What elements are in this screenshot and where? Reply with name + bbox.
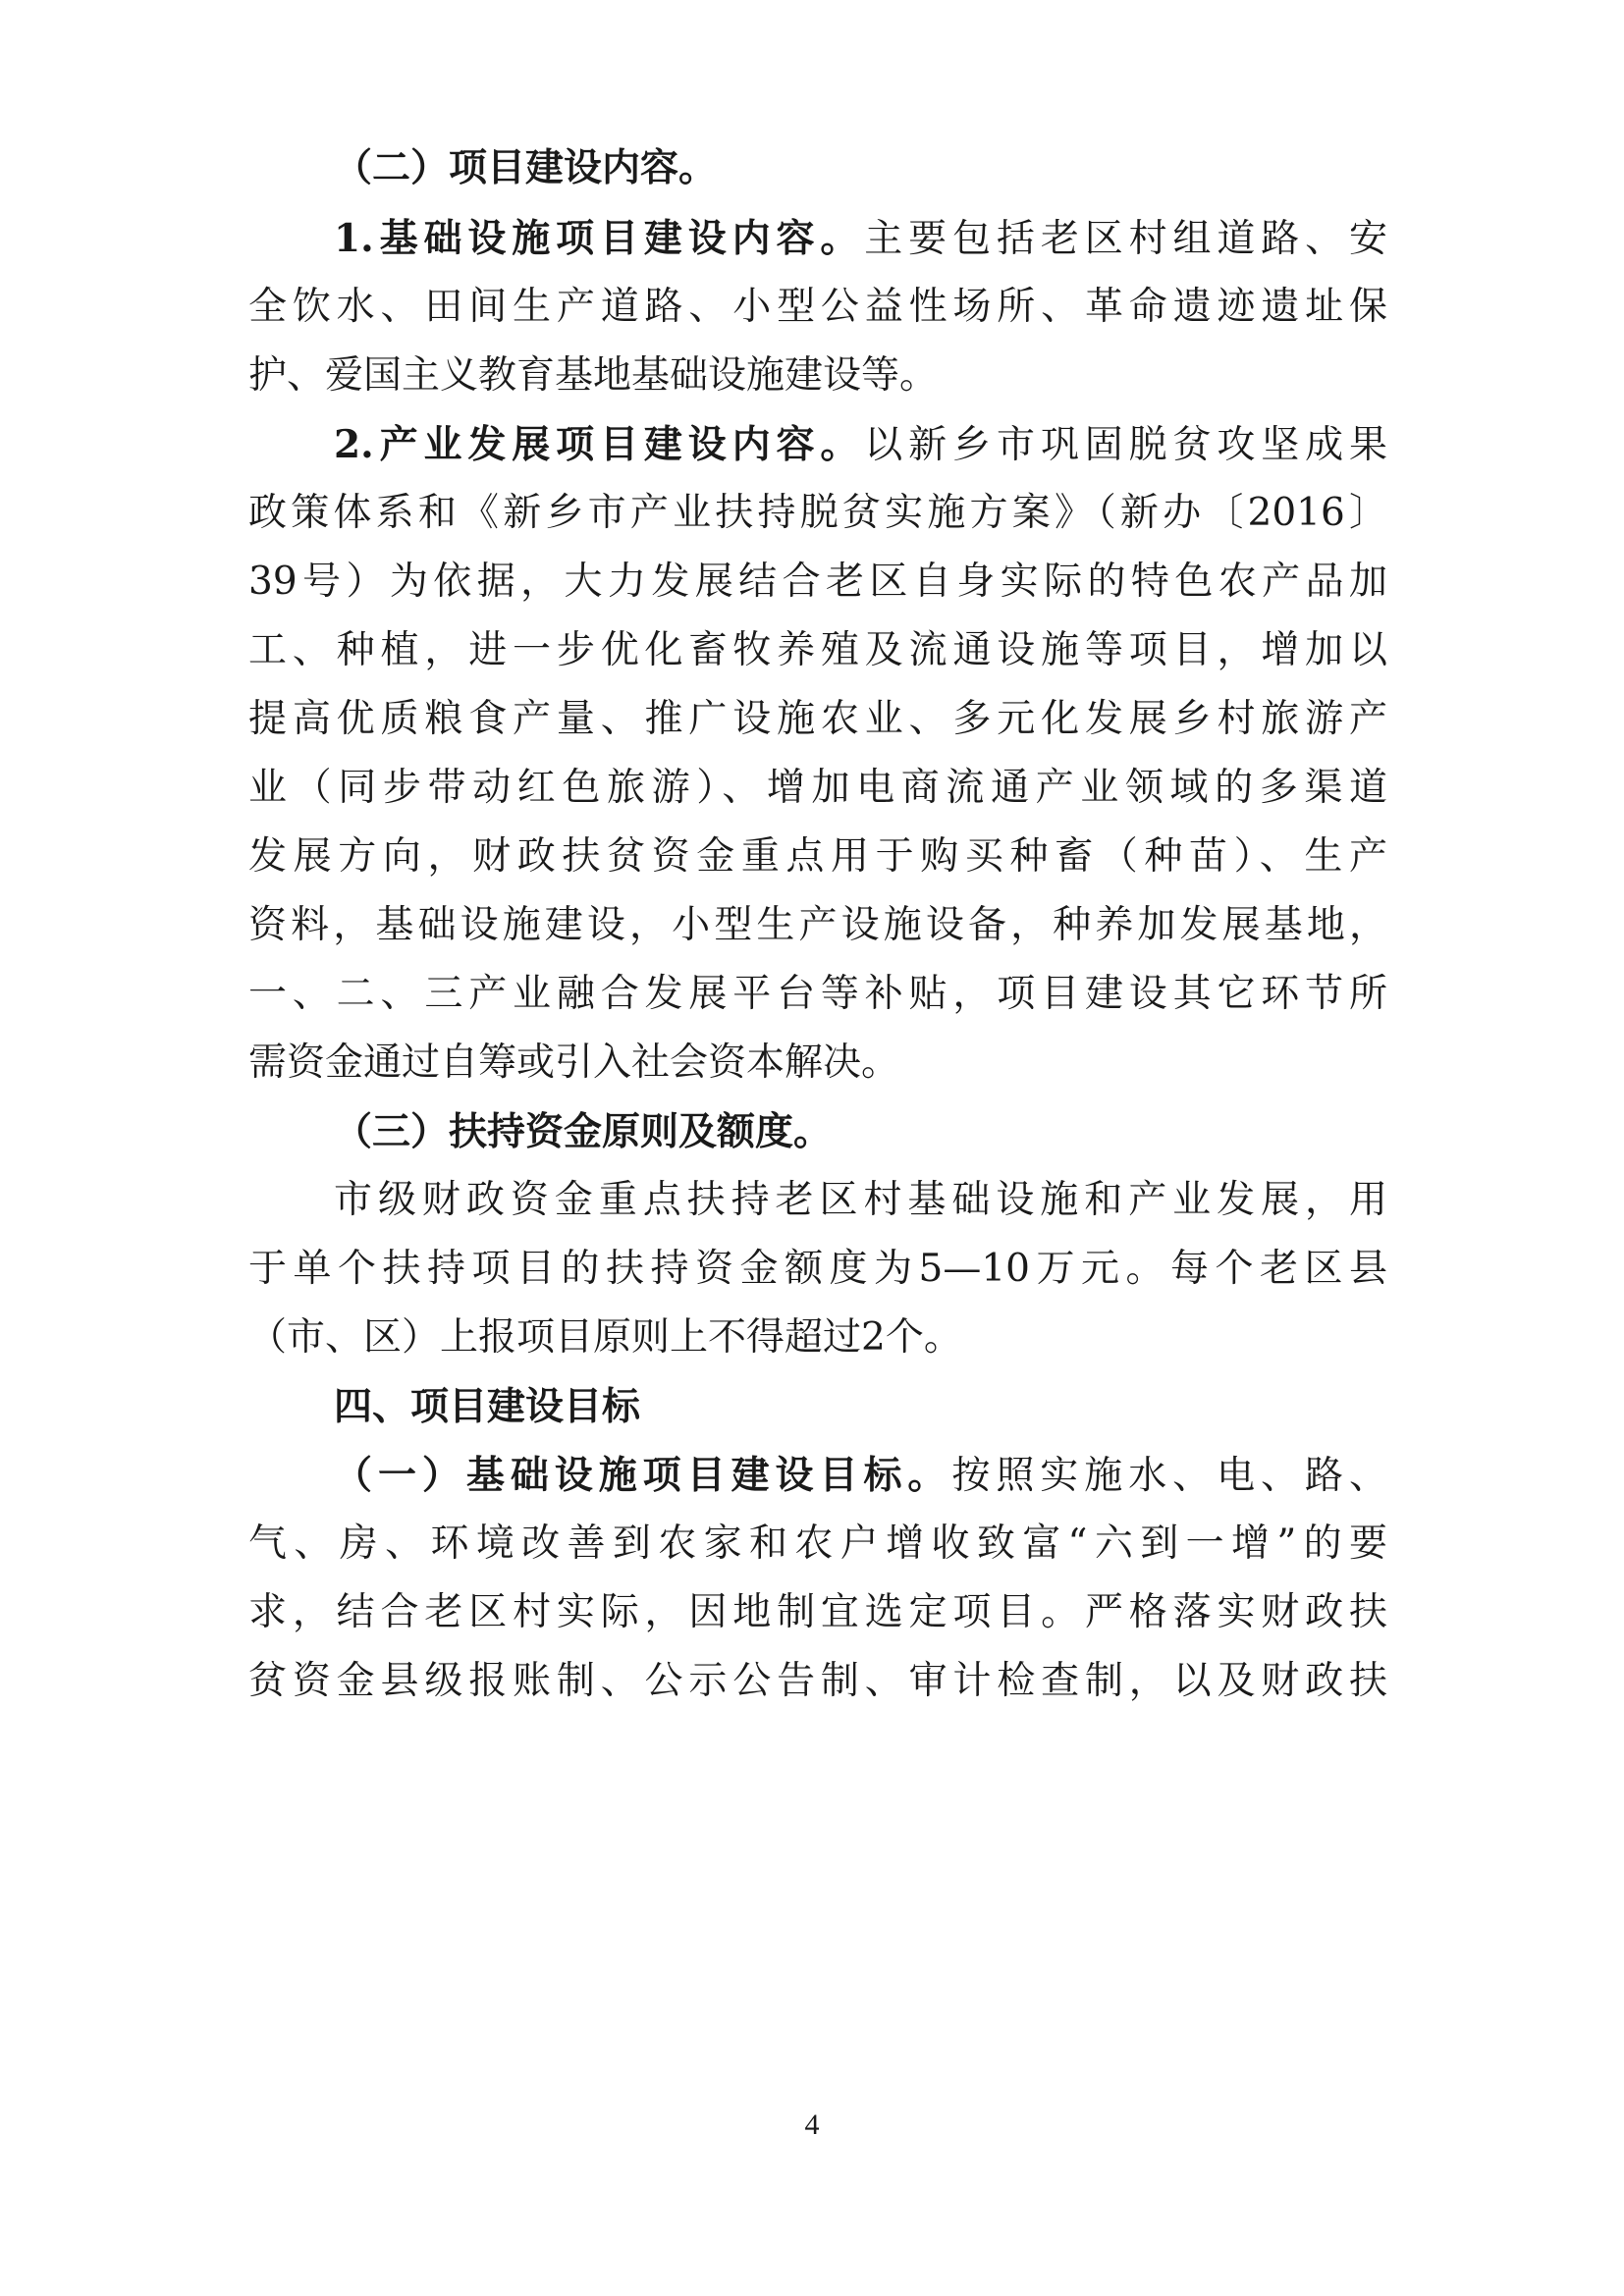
paragraph-4-line-1 [334,1441,1387,1510]
paragraph-2-line-4: 工、种植，进一步优化畜牧养殖及流通设施等项目，增加以 [248,628,1387,672]
paragraph-2-line-2: 政策体系和《新乡市产业扶持脱贫实施方案》（新办〔2016〕 [248,491,1387,535]
section-heading-3-text: （三）扶持资金原则及额度。 [334,1109,833,1154]
paragraph-2-line-5: 提高优质粮食产量、推广设施农业、多元化发展乡村旅游产 [248,697,1387,741]
paragraph-1-lead: 1.基础设施项目建设内容。 [334,216,865,261]
paragraph-2-line-1 [334,410,1387,479]
paragraph-2-line-1-rest: 以新乡市巩固脱贫攻坚成果 [864,423,1387,467]
paragraph-3-line-1: 市级财政资金重点扶持老区村基础设施和产业发展，用 [334,1178,1387,1222]
paragraph-2-line-10: 需资金通过自筹或引入社会资本解决。 [248,1041,900,1085]
section-heading-2-text: （二）项目建设内容。 [334,145,718,190]
paragraph-2-line-9: 一、二、三产业融合发展平台等补贴，项目建设其它环节所 [248,972,1387,1016]
section-heading-2 [334,133,1387,202]
section-heading-3 [334,1097,1387,1166]
page-number: 4 [804,2109,820,2141]
paragraph-4-line-1-rest: 按照实施水、电、路、 [951,1454,1387,1498]
paragraph-3-line-3: （市、区）上报项目原则上不得超过2个。 [248,1315,962,1360]
paragraph-1-line-1 [334,204,1387,273]
paragraph-4-line-4: 贫资金县级报账制、公示公告制、审计检查制，以及财政扶 [248,1659,1387,1703]
paragraph-4-line-3: 求，结合老区村实际，因地制宜选定项目。严格落实财政扶 [248,1590,1387,1634]
paragraph-4-lead: （一）基础设施项目建设目标。 [334,1453,952,1498]
paragraph-2-line-6: 业（同步带动红色旅游）、增加电商流通产业领域的多渠道 [248,766,1387,810]
paragraph-3-line-2: 于单个扶持项目的扶持资金额度为5—10万元。每个老区县 [248,1247,1387,1291]
paragraph-2-lead: 2.产业发展项目建设内容。 [334,422,865,467]
paragraph-2-line-8: 资料，基础设施建设，小型生产设施设备，种养加发展基地， [248,903,1387,947]
paragraph-1-line-2: 全饮水、田间生产道路、小型公益性场所、革命遗迹遗址保 [248,285,1387,329]
section-heading-4 [334,1372,1387,1441]
paragraph-1-line-3: 护、爱国主义教育基地基础设施建设等。 [248,353,939,398]
paragraph-2-line-7: 发展方向，财政扶贫资金重点用于购买种畜（种苗）、生产 [248,834,1387,879]
paragraph-1-line-1-rest: 主要包括老区村组道路、安 [864,217,1387,261]
paragraph-2-line-3: 39号）为依据，大力发展结合老区自身实际的特色农产品加 [248,560,1387,604]
section-heading-4-text: 四、项目建设目标 [334,1384,641,1429]
paragraph-4-line-2: 气、房、环境改善到农家和农户增收致富“六到一增”的要 [248,1522,1387,1566]
